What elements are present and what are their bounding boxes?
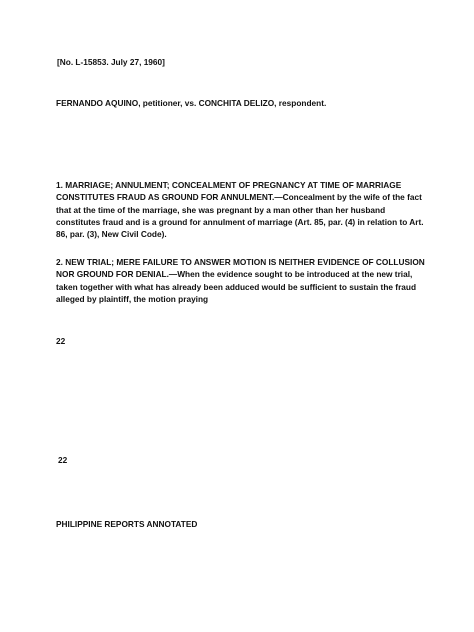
case-number: [No. L-15853. July 27, 1960] xyxy=(57,57,165,67)
page-number: 22 xyxy=(56,336,66,346)
running-head: PHILIPPINE REPORTS ANNOTATED xyxy=(56,519,198,529)
syllabus-paragraph-2: 2. NEW TRIAL; MERE FAILURE TO ANSWER MOTION IS NEITHER EVIDENCE OF COLLUSION NOR GROUND FOR DENIAL.—When the evidence sought to be introduced at the new trial, taken together with what has already been adduced would be sufficient to sustain the fraud alleged by plaintiff, the motion praying xyxy=(56,257,425,304)
syllabus-paragraph-1: 1. MARRIAGE; ANNULMENT; CONCEALMENT OF PREGNANCY AT TIME OF MARRIAGE CONSTITUTES FRAUD AS GROUND FOR ANNULMENT.—Concealment by the wife of the fact that at the time of the marriage, she was pregnant by a man other than her husband constitutes fraud and is a ground for annulment of marriage (Art. 85, par. (4) in relation to Art. 86, par. (3), New Civil Code). xyxy=(56,180,424,240)
page-number-repeat: 22 xyxy=(58,455,68,465)
case-parties: FERNANDO AQUINO, petitioner, vs. CONCHITA DELIZO, respondent. xyxy=(56,98,327,108)
